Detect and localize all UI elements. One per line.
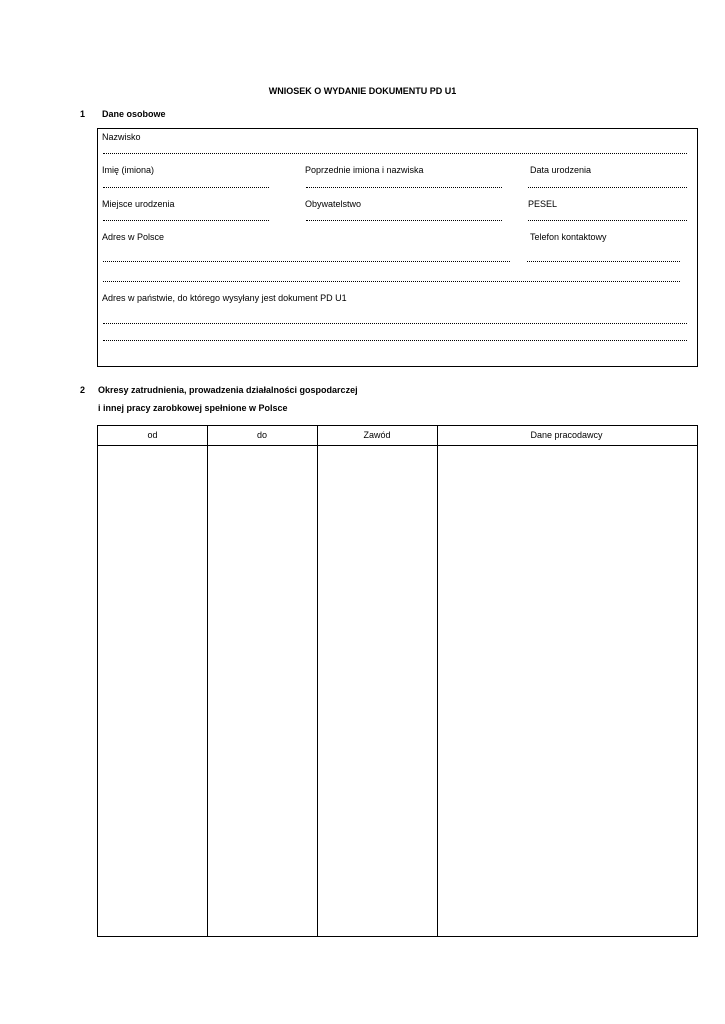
- column-divider: [317, 426, 318, 936]
- section-1-heading: Dane osobowe: [102, 109, 166, 119]
- address-poland-field-1[interactable]: [103, 261, 510, 262]
- surname-field[interactable]: [103, 153, 687, 154]
- section-2-heading-line1: Okresy zatrudnienia, prowadzenia działalności gospodarczej: [98, 385, 358, 395]
- section-1-number: 1: [80, 109, 86, 119]
- address-abroad-field-1[interactable]: [103, 323, 687, 324]
- birth-date-field[interactable]: [528, 187, 687, 188]
- section-2-number: 2: [80, 385, 86, 395]
- table-header-divider: [98, 445, 697, 446]
- address-abroad-label: Adres w państwie, do którego wysyłany jest dokument PD U1: [102, 293, 347, 303]
- previous-names-field[interactable]: [306, 187, 502, 188]
- column-header-from: od: [147, 430, 158, 440]
- birth-date-label: Data urodzenia: [530, 165, 592, 175]
- citizenship-field[interactable]: [306, 220, 502, 221]
- address-poland-field-2[interactable]: [103, 281, 680, 282]
- document-title: WNIOSEK O WYDANIE DOKUMENTU PD U1: [268, 86, 457, 96]
- column-header-to: do: [256, 430, 267, 440]
- column-header-employer: Dane pracodawcy: [530, 430, 603, 440]
- birth-place-field[interactable]: [103, 220, 269, 221]
- previous-names-label: Poprzednie imiona i nazwiska: [305, 165, 424, 175]
- cell-to[interactable]: [209, 447, 317, 936]
- column-divider: [207, 426, 208, 936]
- address-poland-label: Adres w Polsce: [102, 232, 165, 242]
- address-abroad-field-2[interactable]: [103, 340, 687, 341]
- surname-label: Nazwisko: [102, 132, 141, 142]
- first-names-label: Imię (imiona): [102, 165, 155, 175]
- column-divider: [437, 426, 438, 936]
- phone-label: Telefon kontaktowy: [530, 232, 607, 242]
- cell-occupation[interactable]: [319, 447, 437, 936]
- pesel-label: PESEL: [528, 199, 558, 209]
- column-header-occupation: Zawód: [363, 430, 391, 440]
- citizenship-label: Obywatelstwo: [305, 199, 362, 209]
- phone-field[interactable]: [527, 261, 680, 262]
- birth-place-label: Miejsce urodzenia: [102, 199, 175, 209]
- employment-table: [97, 425, 698, 937]
- first-names-field[interactable]: [103, 187, 269, 188]
- section-2-heading-line2: i innej pracy zarobkowej spełnione w Polsce: [98, 403, 288, 413]
- personal-data-box: [97, 128, 698, 367]
- cell-from[interactable]: [98, 447, 207, 936]
- cell-employer[interactable]: [439, 447, 697, 936]
- pesel-field[interactable]: [528, 220, 687, 221]
